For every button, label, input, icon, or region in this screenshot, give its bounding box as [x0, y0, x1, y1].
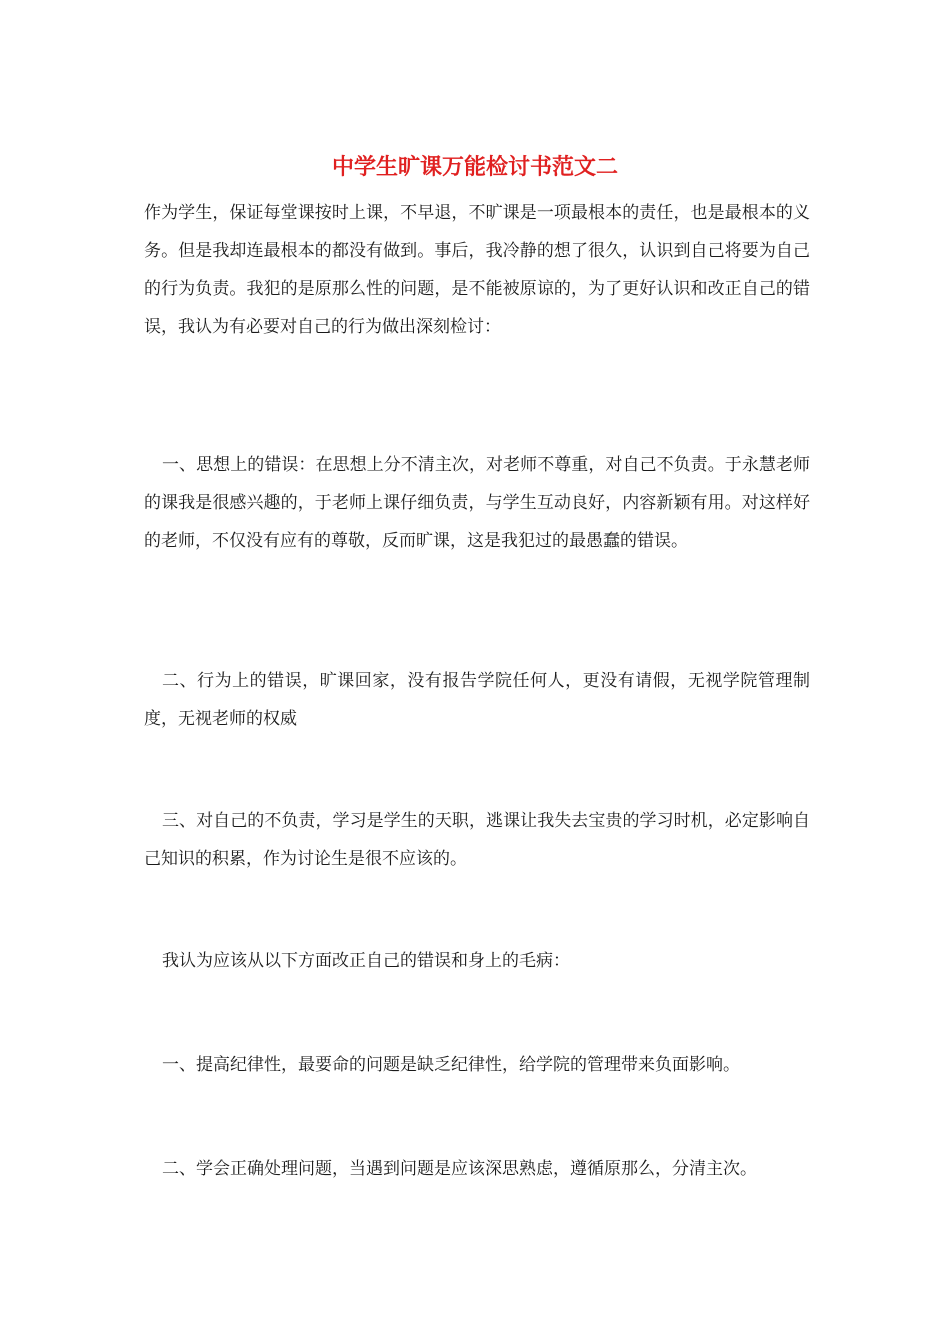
error-paragraph-3: 三、对自己的不负责，学习是学生的天职，逃课让我失去宝贵的学习时机，必定影响自己知识的积累，作为讨论生是很不应该的。: [144, 811, 810, 869]
error-paragraph-2: 二、行为上的错误，旷课回家，没有报告学院任何人，更没有请假，无视学院管理制度，无视老师的权威: [144, 671, 810, 729]
intro-paragraph: 作为学生，保证每堂课按时上课，不早退，不旷课是一项最根本的责任，也是最根本的义务。但是我却连最根本的都没有做到。事后，我冷静的想了很久，认识到自己将要为自己的行为负责。我犯的是原那么性的问题，是不能被原谅的，为了更好认识和改正自己的错误，我认为有必要对自己的行为做出深刻检讨：: [144, 203, 810, 337]
error-paragraph-1: 一、思想上的错误：在思想上分不清主次，对老师不尊重，对自己不负责。于永慧老师的课我是很感兴趣的，于老师上课仔细负责，与学生互动良好，内容新颖有用。对这样好的老师，不仅没有应有的尊敬，反而旷课，这是我犯过的最愚蠢的错误。: [144, 455, 810, 551]
correction-paragraph-1: 一、提高纪律性，最要命的问题是缺乏纪律性，给学院的管理带来负面影响。: [162, 1055, 740, 1075]
correction-paragraph-2: 二、学会正确处理问题，当遇到问题是应该深思熟虑，遵循原那么，分清主次。: [162, 1159, 757, 1179]
document-title: 中学生旷课万能检讨书范文二: [331, 154, 618, 180]
correction-lead-paragraph: 我认为应该从以下方面改正自己的错误和身上的毛病：: [162, 951, 570, 971]
